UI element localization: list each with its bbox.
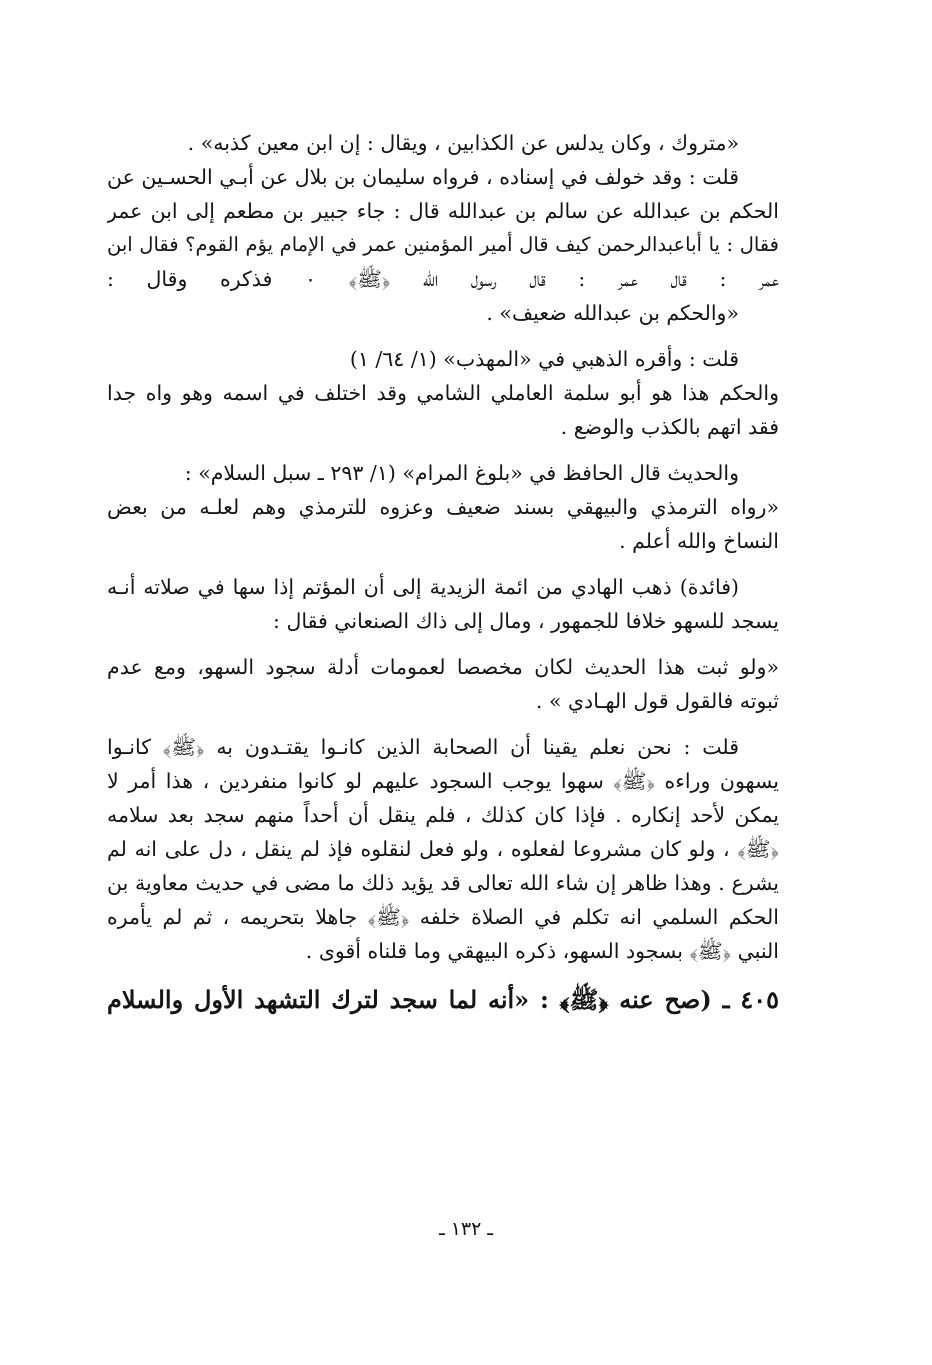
page-body [107, 126, 779, 1020]
text-line: يسهون وراءه ﴿ﷺ﴾ سهوا يوجب السجود عليهم لو كانوا منفردين ، هذا أمر لا [107, 769, 779, 793]
text-line: فقد اتهم بالكذب والوضع . [560, 415, 779, 439]
text-line: قلت : وأقره الذهبي في «المهذب» (١/ ٦٤/ ١) [349, 347, 739, 371]
text-line: الحكم بن عبدالله عن سالم بن عبدالله قال : جاء جبير بن مطعم إلى ابن عمر [107, 199, 779, 223]
page-number: ـ ١٣٢ ـ [439, 1218, 493, 1240]
text-line: «متروك ، وكان يدلس عن الكذابين ، ويقال : إن ابن معين كذبه» . [187, 131, 739, 155]
text-line: قلت : وقد خولف في إسناده ، فرواه سليمان بن بلال عن أبـي الحسـين عن [107, 165, 739, 189]
text-line: النساخ والله أعلم . [619, 529, 779, 553]
text-line: يمكن لأحد إنكاره . فإذا كان كذلك ، فلم ينقل أن أحداً منهم سجد بعد سلامه [107, 803, 779, 827]
text-line: فقال : يا أباعبدالرحمن كيف قال أمير المؤمنين عمر في الإمام يؤم القوم؟ فقال ابن [107, 233, 779, 256]
text-line: «رواه الترمذي والبيهقي بسند ضعيف وعزوه للترمذي وهم لعلـه من بعض [107, 495, 779, 519]
text-line: عمر : قال عمر : قال رسول الله ﴿ﷺ﴾ ٠ فذكره وقال : [107, 267, 779, 291]
text-line: يشرع . وهذا ظاهر إن شاء الله تعالى قد يؤيد ذلك ما مضى في حديث معاوية بن [107, 871, 779, 895]
text-line: (فائدة) ذهب الهادي من ائمة الزيدية إلى أن المؤتم إذا سها في صلاته أنـه [107, 575, 739, 599]
text-line: والحديث قال الحافظ في «بلوغ المرام» (١/ ٢٩٣ ـ سبل السلام» : [184, 461, 739, 485]
text-line: النبي ﴿ﷺ﴾ بسجود السهو، ذكره البيهقي وما قلناه أقوى . [305, 939, 779, 963]
text-line: يسجد للسهو خلافا للجمهور ، ومال إلى ذاك الصنعاني فقال : [273, 609, 779, 633]
text-line: «ولو ثبت هذا الحديث لكان مخصصا لعمومات أدلة سجود السهو، ومع عدم [107, 655, 779, 679]
hadith-heading: ٤٠٥ ـ (صح عنه ﴿ﷺ﴾ : «أنه لما سجد لترك التشهد الأول والسلام [107, 985, 779, 1014]
text-line: «والحكم بن عبدالله ضعيف» . [486, 301, 739, 325]
text-line: الحكم السلمي انه تكلم في الصلاة خلفه ﴿ﷺ﴾ جاهلا بتحريمه ، ثم لم يأمره [107, 905, 779, 929]
text-line: قلت : نحن نعلم يقينا أن الصحابة الذين كانـوا يقتـدون به ﴿ﷺ﴾ كانـوا [107, 735, 739, 759]
text-line: والحكم هذا هو أبو سلمة العاملي الشامي وقد اختلف في اسمه وهو واه جدا [107, 381, 779, 405]
text-line: ﴿ﷺ﴾ ، ولو كان مشروعا لفعلوه ، ولو فعل لنقلوه فإذ لم ينقل ، دل على انه لم [107, 837, 779, 861]
text-line: ثبوته فالقول قول الهـادي » . [535, 689, 779, 713]
